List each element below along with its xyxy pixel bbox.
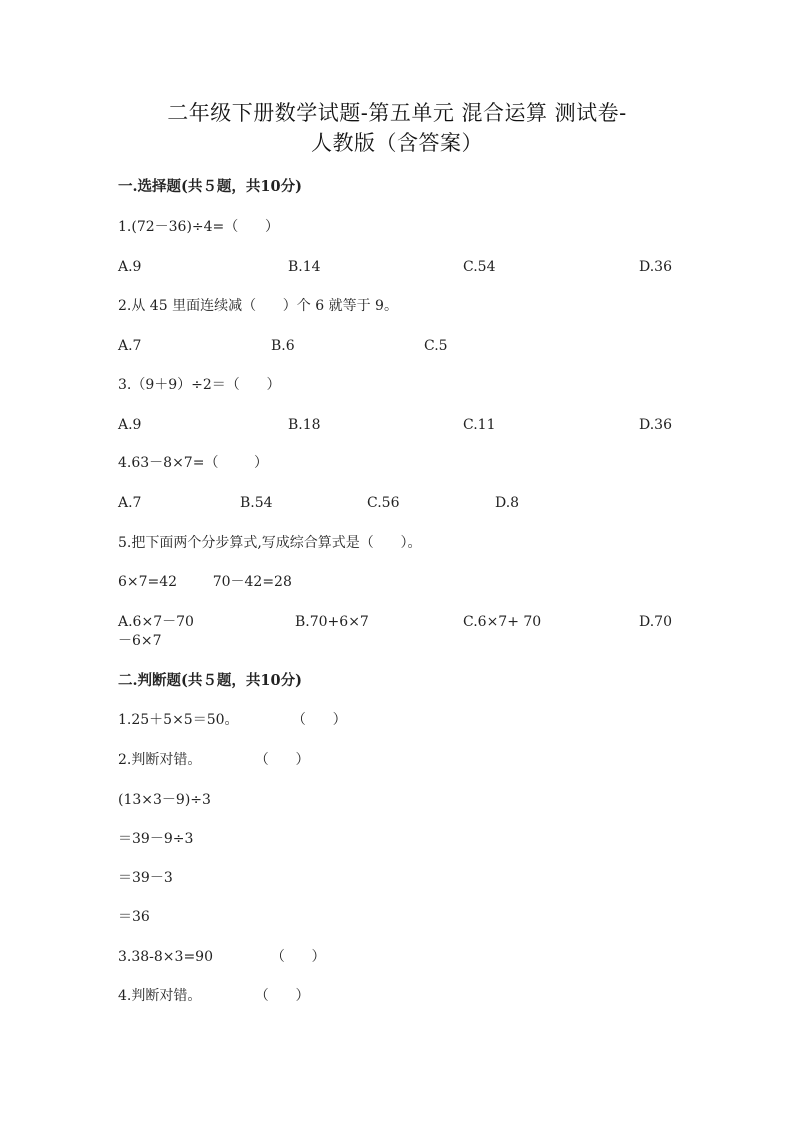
question-3-stem: 3.（9＋9）÷2＝（ ） (118, 377, 281, 393)
q2-option-b: B.6 (271, 338, 295, 354)
q5-option-a: A.6×7－70 (118, 614, 194, 630)
q5-option-d: D.70 (639, 614, 672, 630)
q3-option-a: A.9 (118, 417, 142, 433)
q4-option-d: D.8 (495, 495, 520, 511)
q1-option-a: A.9 (118, 259, 142, 275)
question-2-stem: 2.从 45 里面连续减（ ）个 6 就等于 9。 (118, 298, 398, 314)
q1-option-b: B.14 (288, 259, 321, 275)
judgement-item-4: 4.判断对错。 （ ） (118, 988, 310, 1004)
q2-option-c: C.5 (424, 338, 448, 354)
calc-step-3: ＝39－3 (118, 870, 173, 886)
calc-step-4: ＝36 (118, 909, 150, 925)
q2-option-a: A.7 (118, 338, 142, 354)
judgement-item-2: 2.判断对错。 （ ） (118, 752, 310, 768)
q3-option-d: D.36 (639, 417, 672, 433)
q1-option-c: C.54 (463, 259, 496, 275)
section-heading-choice: 一.选择题(共５题，共10分) (118, 178, 302, 195)
question-5-steps: 6×7=42 70－42=28 (118, 574, 292, 590)
q1-option-d: D.36 (639, 259, 672, 275)
q3-option-b: B.18 (288, 417, 321, 433)
question-5-stem: 5.把下面两个分步算式,写成综合算式是（ ）。 (118, 535, 422, 551)
judgement-item-1: 1.25＋5×5＝50。 （ ） (118, 712, 347, 728)
question-1-stem: 1.(72－36)÷4=（ ） (118, 219, 279, 235)
judgement-item-3: 3.38-8×3=90 （ ） (118, 949, 326, 965)
q5-option-b: B.70+6×7 (295, 614, 369, 630)
q4-option-a: A.7 (118, 495, 142, 511)
q3-option-c: C.11 (463, 417, 496, 433)
document-title-line1: 二年级下册数学试题-第五单元 混合运算 测试卷- (167, 101, 627, 125)
calc-step-1: (13×3－9)÷3 (118, 792, 211, 808)
q5-option-d-continued: －6×7 (118, 633, 162, 649)
document-title-line2: 人教版（含答案） (311, 131, 483, 155)
section-heading-judgement: 二.判断题(共５题，共10分) (118, 672, 302, 689)
calc-step-2: ＝39－9÷3 (118, 831, 194, 847)
q4-option-c: C.56 (367, 495, 400, 511)
q5-option-c: C.6×7+ 70 (463, 614, 542, 630)
question-4-stem: 4.63－8×7=（ ） (118, 455, 269, 471)
q4-option-b: B.54 (240, 495, 273, 511)
